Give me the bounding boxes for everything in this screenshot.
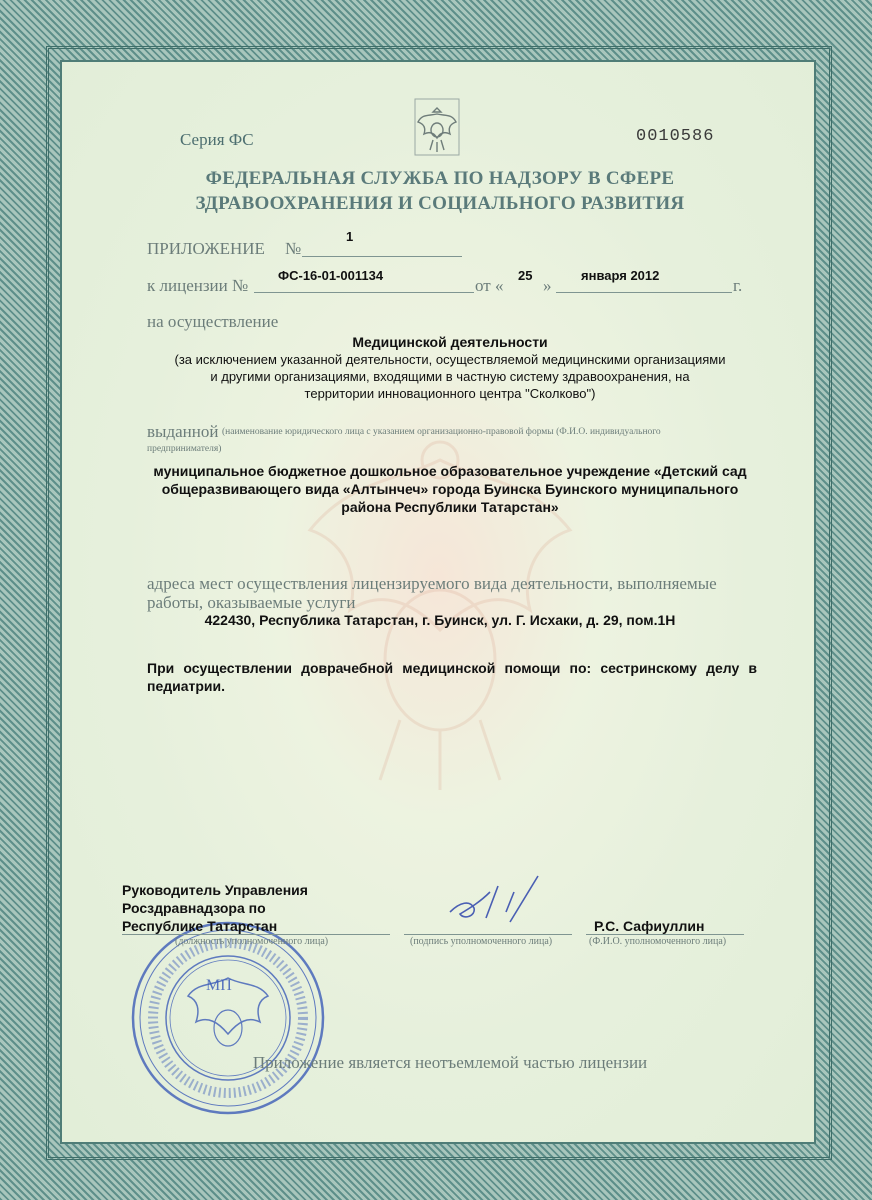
day-close: » [543,276,552,295]
signer-position-line1: Руководитель Управления [122,882,308,898]
issued-hint-line1: (наименование юридического лица с указанием организационно-правовой формы (Ф.И.О. индивидуального [222,427,661,437]
official-stamp-icon [128,918,328,1118]
issued-label: выданной [147,422,219,441]
organization-line3: района Республики Татарстан» [341,499,559,515]
activity-name: Медицинской деятельности [352,334,548,350]
address-label-line1: адреса мест осуществления лицензируемого вида деятельности, выполняемые [147,574,717,593]
license-number: ФС-16-01-001134 [278,268,384,283]
issuer-title-line1: ФЕДЕРАЛЬНАЯ СЛУЖБА ПО НАДЗОРУ В СФЕРЕ [205,168,675,189]
organization-line2: общеразвивающего вида «Алтынчеч» города Буинска Буинского муниципального [161,481,739,497]
license-label: к лицензии № [147,276,249,295]
caption-position: (должность уполномоченного лица) [175,936,329,947]
address-label-line2: работы, оказываемые услуги [147,593,356,612]
appendix-number-line [302,256,462,257]
year-suffix: г. [733,276,743,295]
issued-hint-line2: предпринимателя) [147,444,222,454]
signer-position-line3: Республике Татарстан [122,918,278,934]
stamp-center-text: МП [206,977,232,994]
issuer-title-line2: ЗДРАВООХРАНЕНИЯ И СОЦИАЛЬНОГО РАЗВИТИЯ [195,193,685,214]
handwritten-signature-icon [440,872,560,932]
appendix-label: ПРИЛОЖЕНИЕ [147,239,265,258]
appendix-number: 1 [346,229,354,244]
series-label: Серия ФС [180,130,254,149]
activity-note-line2: и другими организациями, входящими в частную систему здравоохранения, на [210,369,690,384]
position-line [122,934,390,935]
signer-position-line2: Росздравнадзора по [122,900,266,916]
signer-name: Р.С. Сафиуллин [594,918,705,934]
activity-note-line1: (за исключением указанной деятельности, осуществляемой медицинскими организациями [174,352,726,367]
address-value: 422430, Республика Татарстан, г. Буинск, ул. Г. Исхаки, д. 29, пом.1Н [204,612,676,628]
from-label: от « [475,276,504,295]
activity-note-line3: территории инновационного центра "Сколково") [304,386,596,401]
signature-line [404,934,572,935]
activity-label: на осуществление [147,312,279,331]
document-number: 0010586 [636,127,715,146]
organization-line1: муниципальное бюджетное дошкольное образовательное учреждение «Детский сад [153,463,747,479]
month-line [556,292,732,293]
license-day: 25 [518,268,533,283]
services-line1: При осуществлении доврачебной медицинской помощи по: сестринскому делу в [147,660,757,676]
name-line [586,934,744,935]
appendix-number-sign: № [285,239,302,258]
services-line2: педиатрии. [147,678,226,694]
license-month-year: января 2012 [581,268,660,283]
footer-note: Приложение является неотъемлемой частью лицензии [252,1053,648,1072]
license-number-line [254,292,474,293]
coat-of-arms-icon [414,98,460,156]
caption-signature: (подпись уполномоченного лица) [410,936,553,947]
caption-name: (Ф.И.О. уполномоченного лица) [589,936,727,947]
